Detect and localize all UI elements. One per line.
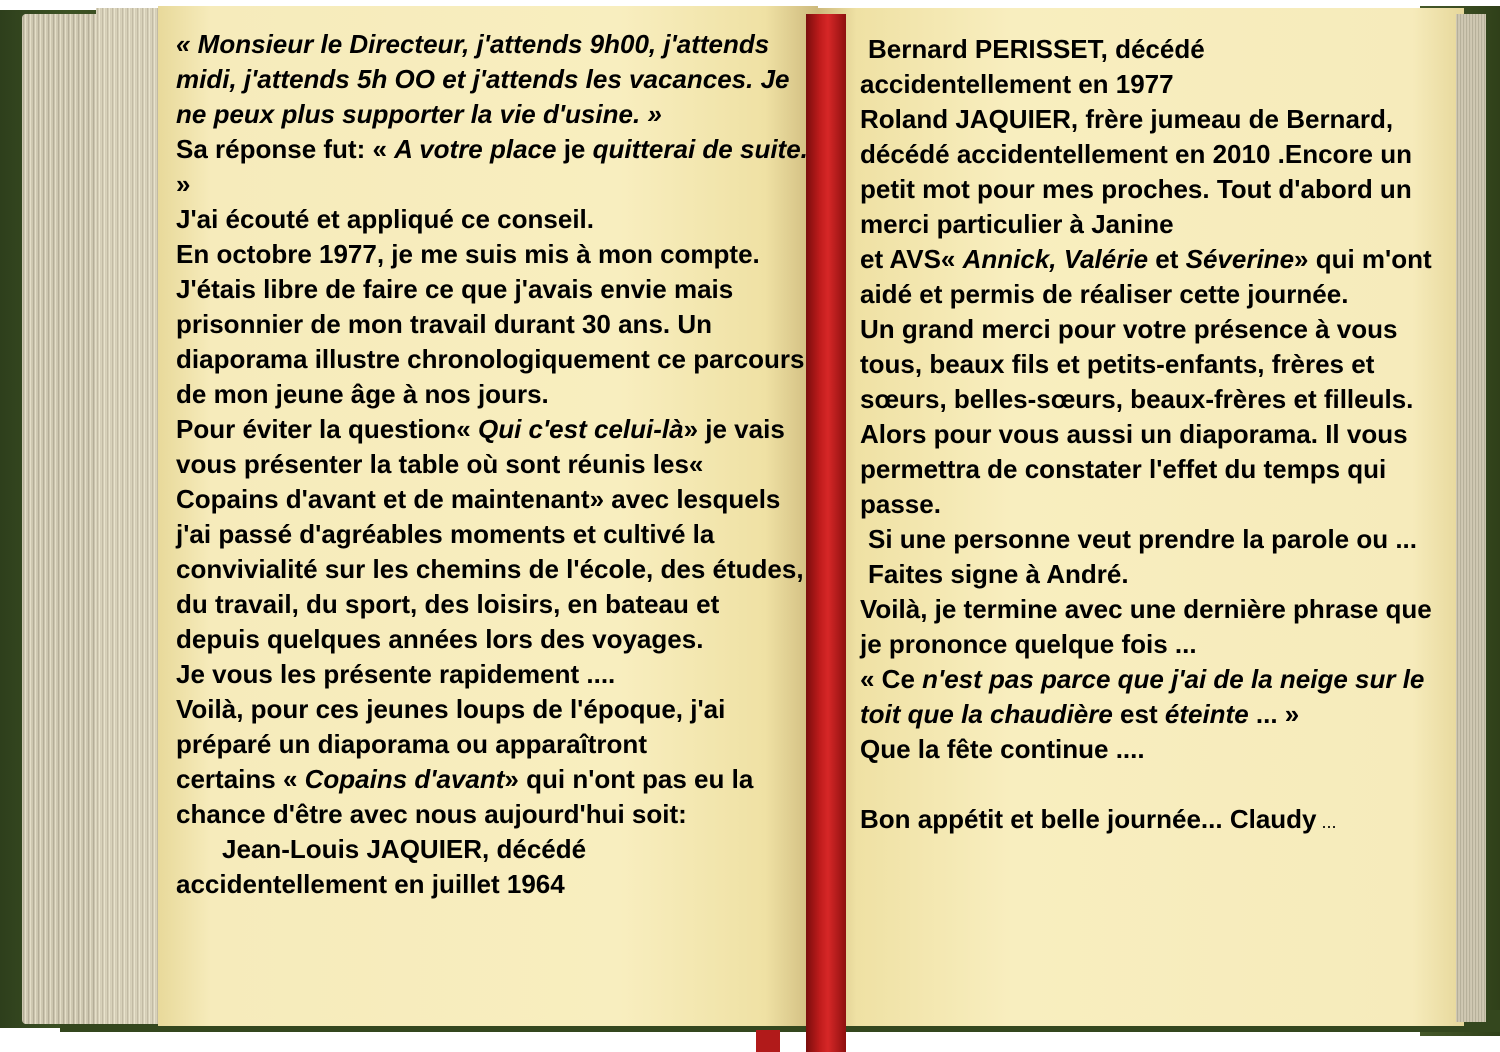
left-page-text: [176, 27, 808, 902]
memorial-jean-louis-date: accidentellement en juillet 1964: [176, 869, 565, 899]
closing-quote: « Ce n'est pas parce que j'ai de la neige sur le toit que la chaudière est éteinte ... »: [860, 664, 1425, 729]
memorial-bernard-date: accidentellement en 1977: [860, 69, 1174, 99]
paragraph-thanks-family: Un grand merci pour votre présence à vous tous, beaux fils et petits-enfants, frères et sœurs, belles-sœurs, beaux-frères et filleuls.: [860, 314, 1414, 414]
bookmark-ribbon: [806, 14, 846, 1052]
paragraph-career: En octobre 1977, je me suis mis à mon compte. J'étais libre de faire ce que j'avais envie mais prisonnier de mon travail durant 30 ans. Un diaporama illustre chronologiquement ce parcours de mon jeune âge à nos jours.: [176, 239, 805, 409]
paragraph-absent-friends: certains « Copains d'avant» qui n'ont pas eu la chance d'être avec nous aujourd'hui soit:: [176, 764, 754, 829]
paragraph-party: Que la fête continue ....: [860, 734, 1145, 764]
paragraph-slideshow: Voilà, pour ces jeunes loups de l'époque, j'ai préparé un diaporama ou apparaîtront: [176, 694, 726, 759]
bookmark-ribbon-tail: [756, 1030, 780, 1052]
right-page-text: [860, 32, 1452, 840]
director-answer: Sa réponse fut: « A votre place je quitterai de suite. »: [176, 134, 808, 199]
blank-line: [860, 767, 1452, 802]
page-edges-right: [1456, 14, 1486, 1022]
signature-line: Bon appétit et belle journée... Claudy ...: [860, 804, 1337, 834]
paragraph-thanks-helpers: et AVS« Annick, Valérie et Séverine» qui m'ont aidé et permis de réaliser cette journée.: [860, 244, 1432, 309]
memorial-bernard: Bernard PERISSET, décédé: [868, 34, 1205, 64]
paragraph-closing: Voilà, je termine avec une dernière phrase que je prononce quelque fois ...: [860, 594, 1432, 659]
paragraph-family-slideshow: Alors pour vous aussi un diaporama. Il vous permettra de constater l'effet du temps qui passe.: [860, 419, 1408, 519]
paragraph-advice: J'ai écouté et appliqué ce conseil.: [176, 204, 594, 234]
memorial-roland: Roland JAQUIER, frère jumeau de Bernard, décédé accidentellement en 2010 .Encore un petit mot pour mes proches. Tout d'abord un merci particulier à Janine: [860, 104, 1413, 239]
paragraph-speech: Si une personne veut prendre la parole ou ... Faites signe à André.: [868, 524, 1418, 589]
quote-director: « Monsieur le Directeur, j'attends 9h00, j'attends midi, j'attends 5h OO et j'attends les vacances. Je ne peux plus supporter la vie d'usine. »: [176, 29, 790, 129]
paragraph-friends: Pour éviter la question« Qui c'est celui-là» je vais vous présenter la table où sont réunis les« Copains d'avant et de maintenant» avec lesquels j'ai passé d'agréables moments et cultivé la convivialité sur les chemins de l'école, des études, du travail, du sport, des loisirs, en bateau et depuis quelques années lors des voyages.: [176, 414, 804, 654]
paragraph-presentation: Je vous les présente rapidement ....: [176, 659, 616, 689]
memorial-jean-louis: Jean-Louis JAQUIER, décédé: [222, 834, 587, 864]
